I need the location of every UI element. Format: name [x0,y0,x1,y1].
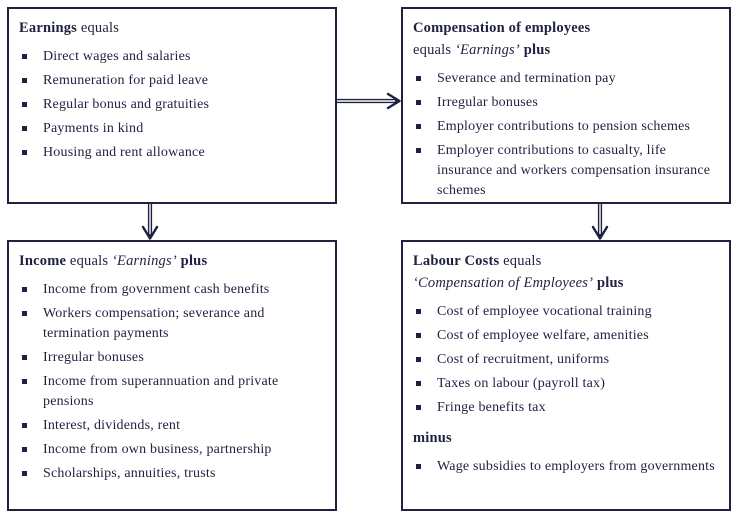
list-item [19,47,323,67]
title-term: Compensation of employees [413,20,591,36]
list-item [413,69,717,89]
list-item-text: Cost of employee vocational training [437,303,652,319]
square-bullet-icon [416,357,421,362]
list-item [19,440,323,460]
title-line-2 [413,273,717,295]
list-item-text: Regular bonus and gratuities [43,96,210,112]
list-item-text: Irregular bonuses [437,94,538,110]
list-item-text: Payments in kind [43,120,144,136]
list-item-text: Income from own business, partnership [43,441,272,457]
earnings-item-list [19,47,323,163]
list-item-text: Workers compensation; severance and termination payments [43,305,265,341]
title-term: Income [19,253,67,269]
list-item [413,398,717,418]
title-rest: equals [77,20,120,36]
list-item [413,326,717,346]
square-bullet-icon [22,379,27,384]
square-bullet-icon [22,150,27,155]
down-arrow-icon [141,204,159,240]
list-item-text: Severance and termination pay [437,70,616,86]
list-item [19,416,323,436]
list-item-text: Taxes on labour (payroll tax) [437,375,606,391]
list-item [413,350,717,370]
title-pre: equals [413,41,456,58]
title-pre: equals [66,253,113,269]
list-item [19,71,323,91]
earnings-box-title [19,18,323,40]
title-plus: plus [593,274,624,291]
minus-label: minus [413,429,452,446]
list-item-text: Scholarships, annuities, trusts [43,465,216,481]
square-bullet-icon [22,287,27,292]
list-item [19,95,323,115]
compensation-box-title [413,18,717,62]
square-bullet-icon [22,471,27,476]
title-line-1 [413,251,717,273]
list-item [19,143,323,163]
square-bullet-icon [416,124,421,129]
list-item-text: Cost of employee welfare, amenities [437,327,649,343]
square-bullet-icon [22,54,27,59]
title-plus: plus [519,41,551,58]
list-item [19,280,323,300]
compensation-box [401,7,731,204]
list-item [413,117,717,137]
square-bullet-icon [416,148,421,153]
income-item-list [19,280,323,484]
list-item [413,141,717,201]
list-item [19,464,323,484]
income-box-title [19,251,323,273]
title-term: Earnings [19,20,78,36]
title-line-1 [413,18,717,40]
list-item [19,304,323,344]
list-item [413,374,717,394]
square-bullet-icon [416,100,421,105]
title-rest: equals [499,253,542,269]
square-bullet-icon [416,381,421,386]
square-bullet-icon [22,311,27,316]
labour-minus-item-list [413,457,717,477]
compensation-item-list [413,69,717,201]
earnings-box [7,7,337,204]
list-item [413,93,717,113]
title-reference: ‘Earnings’ [455,41,520,58]
list-item-text: Interest, dividends, rent [43,417,181,433]
labour-item-list [413,302,717,418]
income-box [7,240,337,511]
list-item [413,457,717,477]
square-bullet-icon [416,309,421,314]
square-bullet-icon [22,102,27,107]
list-item [19,348,323,368]
list-item [19,119,323,139]
down-arrow-icon [591,204,609,240]
right-arrow-icon [337,92,401,110]
list-item-text: Housing and rent allowance [43,144,205,160]
list-item-text: Fringe benefits tax [437,399,546,415]
list-item-text: Irregular bonuses [43,349,144,365]
labour-costs-box [401,240,731,511]
list-item-text: Income from government cash benefits [43,281,270,297]
square-bullet-icon [416,405,421,410]
list-item-text: Employer contributions to casualty, life insurance and workers compensation insurance schemes [437,142,711,198]
list-item-text: Cost of recruitment, uniforms [437,351,610,367]
list-item-text: Income from superannuation and private pensions [43,373,279,409]
title-plus: plus [176,253,208,269]
title-reference: ‘Compensation of Employees’ [413,274,594,291]
square-bullet-icon [22,423,27,428]
list-item-text: Employer contributions to pension schemes [437,118,691,134]
title-reference: ‘Earnings’ [112,253,177,269]
square-bullet-icon [416,464,421,469]
list-item [413,302,717,322]
square-bullet-icon [22,447,27,452]
list-item-text: Direct wages and salaries [43,48,191,64]
square-bullet-icon [416,333,421,338]
square-bullet-icon [22,78,27,83]
list-item-text: Wage subsidies to employers from governments [437,458,715,474]
square-bullet-icon [416,76,421,81]
title-line-2 [413,40,717,62]
square-bullet-icon [22,355,27,360]
list-item-text: Remuneration for paid leave [43,72,209,88]
square-bullet-icon [22,126,27,131]
list-item [19,372,323,412]
title-term: Labour Costs [413,253,500,269]
labour-costs-box-title [413,251,717,295]
